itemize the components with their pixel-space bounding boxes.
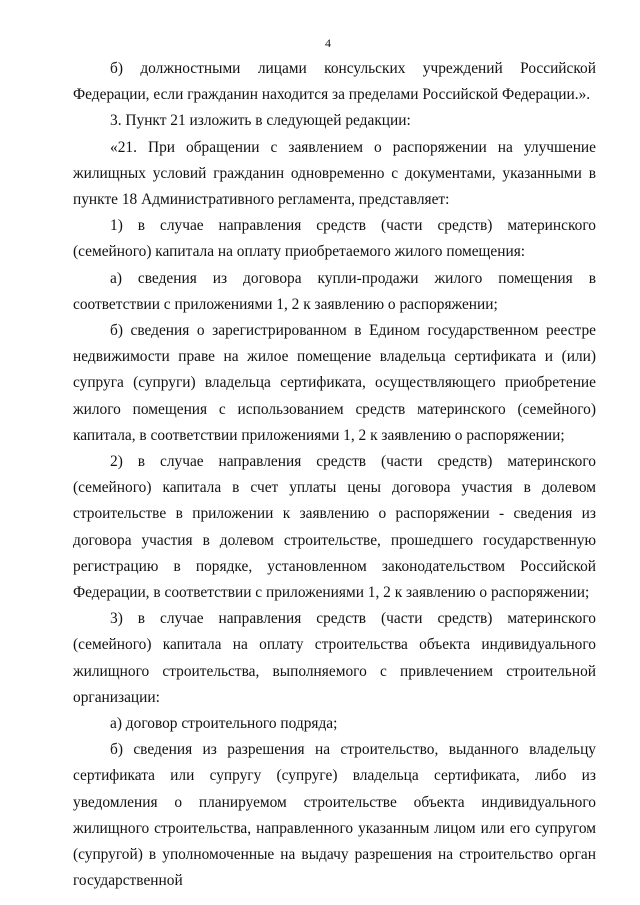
paragraph-item-2: 2) в случае направления средств (части средств) материнского (семейного) капитала в счет уплаты цены договора участия в долевом строительстве в приложении к заявлению о распоряжении - сведения из договора участия в долевом строительстве, прошедшего государственную регистрацию в порядке, установленном законодательством Российской Федерации, в соответствии с приложениями 1, 2 к заявлению о распоряжении; (73, 453, 596, 602)
paragraph-item-1a: а) сведения из договора купли-продажи жилого помещения в соответствии с приложениями 1, 2 к заявлению о распоряжении; (73, 269, 596, 313)
paragraph-clause-21: «21. При обращении с заявлением о распоряжении на улучшение жилищных условий гражданин одновременно с документами, указанными в пункте 18 Административного регламента, представляет: (73, 138, 596, 209)
paragraph-clause-3: 3. Пункт 21 изложить в следующей редакции: (110, 112, 411, 130)
paragraph-item-1: 1) в случае направления средств (части средств) материнского (семейного) капитала на оплату приобретаемого жилого помещения: (73, 217, 596, 261)
paragraph-item-3a: а) договор строительного подряда; (110, 715, 338, 733)
paragraph-item-3b: б) сведения из разрешения на строительство, выданного владельцу сертификата или супругу (супруге) владельца сертификата, либо из уведомления о планируемом строительстве объекта индивидуального жилищного строительства, направленного указанным лицом или его супругом (супругой) в уполномоченные на выдачу разрешения на строительство орган государственной (73, 741, 596, 890)
document-body (73, 56, 596, 895)
paragraph-item-1b: б) сведения о зарегистрированном в Едином государственном реестре недвижимости праве на жилое помещение владельца сертификата и (или) супруга (супруги) владельца сертификата, осуществляющего приобретение жилого помещения с использованием средств материнского (семейного) капитала, в соответствии приложениями 1, 2 к заявлению о распоряжении; (73, 322, 596, 444)
paragraph-officials-consular: б) должностными лицами консульских учреждений Российской Федерации, если гражданин находится за пределами Российской Федерации.». (73, 60, 596, 104)
page-number: 4 (325, 36, 331, 50)
paragraph-item-3: 3) в случае направления средств (части средств) материнского (семейного) капитала на оплату строительства объекта индивидуального жилищного строительства, выполняемого с привлечением строительной организации: (73, 610, 596, 706)
